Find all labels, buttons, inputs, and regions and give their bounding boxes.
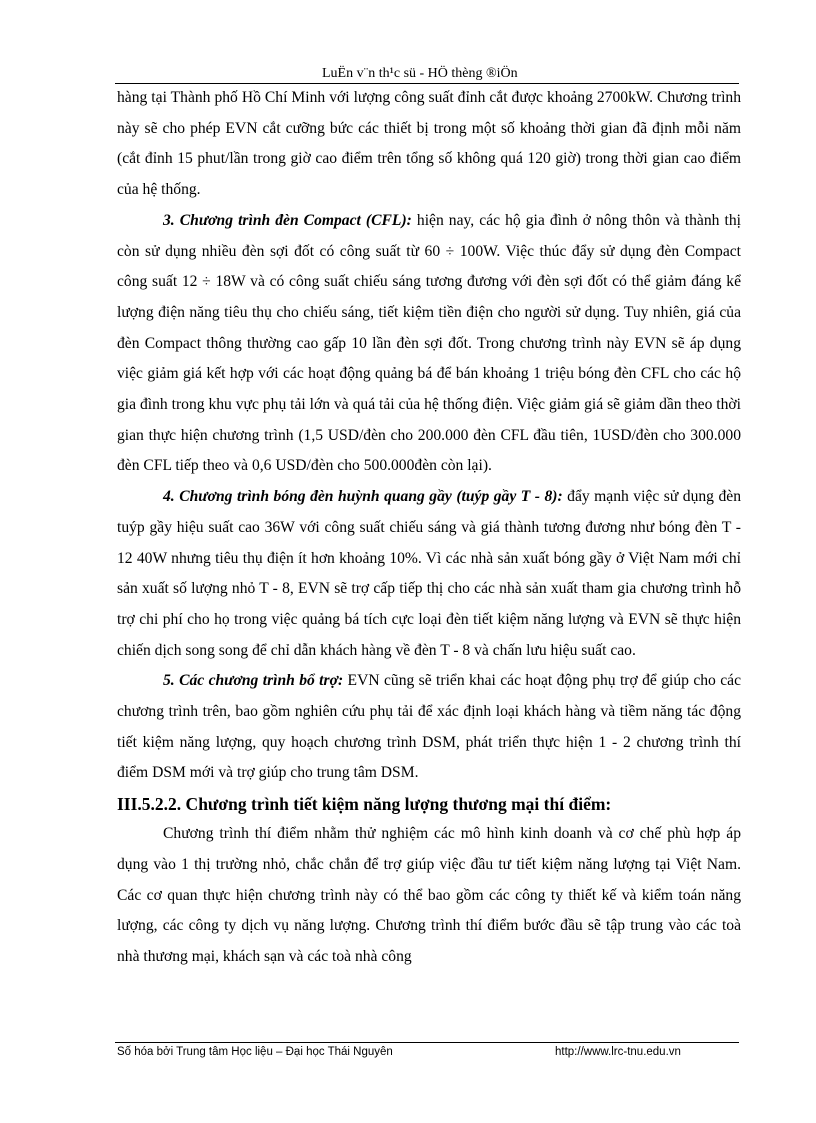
document-body	[117, 83, 741, 973]
footer-divider	[115, 1042, 739, 1043]
paragraph-t8	[117, 482, 741, 666]
paragraph-cfl	[117, 206, 741, 482]
footer-url: http://www.lrc-tnu.edu.vn	[555, 1046, 681, 1058]
footer-source: Số hóa bởi Trung tâm Học liệu – Đại học Thái Nguyên	[117, 1046, 393, 1058]
section-heading: III.5.2.2. Chương trình tiết kiệm năng lượng thương mại thí điểm:	[117, 794, 612, 815]
paragraph-support	[117, 666, 741, 789]
paragraph-lead-t8: 4. Chương trình bóng đèn huỳnh quang gầy (tuýp gầy T - 8):	[163, 488, 563, 506]
paragraph-lead-cfl: 3. Chương trình đèn Compact (CFL):	[163, 211, 412, 229]
paragraph-text-t8: đẩy mạnh việc sử dụng đèn tuýp gầy hiệu suất cao 36W với công suất chiếu sáng và giá thành tương đương như bóng đèn T - 12 40W nhưng tiêu thụ điện ít hơn khoảng 10%. Vì các nhà sản xuất bóng gầy ở Việt Nam mới chỉ sản xuất số lượng nhỏ T - 8, EVN sẽ trợ cấp tiếp thị cho các nhà sản xuất tham gia chương trình hỗ trợ chi phí cho họ trong việc quảng bá tích cực loại đèn tiết kiệm năng lượng và EVN sẽ thực hiện chiến dịch song song để chỉ dẫn khách hàng về đèn T - 8 và chấn lưu hiệu suất cao.	[117, 488, 741, 659]
paragraph-text-cfl: hiện nay, các hộ gia đình ở nông thôn và thành thị còn sử dụng nhiều đèn sợi đốt có công suất từ 60 ÷ 100W. Việc thúc đẩy sử dụng đèn Compact công suất 12 ÷ 18W và có công suất chiếu sáng tương đương với đèn sợi đốt có thể giảm đáng kể lượng điện năng tiêu thụ cho chiếu sáng, tiết kiệm tiền điện cho người sử dụng. Tuy nhiên, giá của đèn Compact thông thường cao gấp 10 lần đèn sợi đốt. Trong chương trình này EVN sẽ áp dụng việc giảm giá kết hợp với các hoạt động quảng bá để bán khoảng 1 triệu bóng đèn CFL cho các hộ gia đình trong khu vực phụ tải lớn và quá tải của hệ thống điện. Việc giảm giá sẽ giảm dần theo thời gian thực hiện chương trình (1,5 USD/đèn cho 200.000 đèn CFL đầu tiên, 1USD/đèn cho 300.000 đèn CFL tiếp theo và 0,6 USD/đèn cho 500.000đèn còn lại).	[117, 211, 741, 475]
paragraph-text-support: EVN cũng sẽ triển khai các hoạt động phụ trợ để giúp cho các chương trình trên, bao gồm nghiên cứu phụ tải để xác định loại khách hàng và tiềm năng tác động tiết kiệm năng lượng, quy hoạch chương trình DSM, phát triển thực hiện 1 - 2 chương trình thí điểm DSM mới và trợ giúp cho trung tâm DSM.	[117, 672, 741, 782]
paragraph-pilot: Chương trình thí điểm nhằm thử nghiệm các mô hình kinh doanh và cơ chế phù hợp áp dụng vào 1 thị trường nhỏ, chắc chắn để trợ giúp việc đầu tư tiết kiệm năng lượng tại Việt Nam. Các cơ quan thực hiện chương trình này có thể bao gồm các công ty thiết kế và kiểm toán năng lượng, các công ty dịch vụ năng lượng. Chương trình thí điểm bước đầu sẽ tập trung vào các toà nhà thương mại, khách sạn và các toà nhà công	[117, 825, 741, 965]
running-header: LuËn v¨n th¹c sü - HÖ thèng ®iÖn	[322, 66, 518, 81]
paragraph-continuation: hàng tại Thành phố Hồ Chí Minh với lượng công suất đỉnh cắt được khoảng 2700kW. Chương trình này sẽ cho phép EVN cắt cưỡng bức các thiết bị trong một số khoảng thời gian đã định mỗi năm (cắt đỉnh 15 phut/lần trong giờ cao điểm trên tổng số không quá 120 giờ) trong thời gian cao điểm của hệ thống.	[117, 89, 741, 199]
paragraph-lead-support: 5. Các chương trình bổ trợ:	[163, 672, 344, 690]
